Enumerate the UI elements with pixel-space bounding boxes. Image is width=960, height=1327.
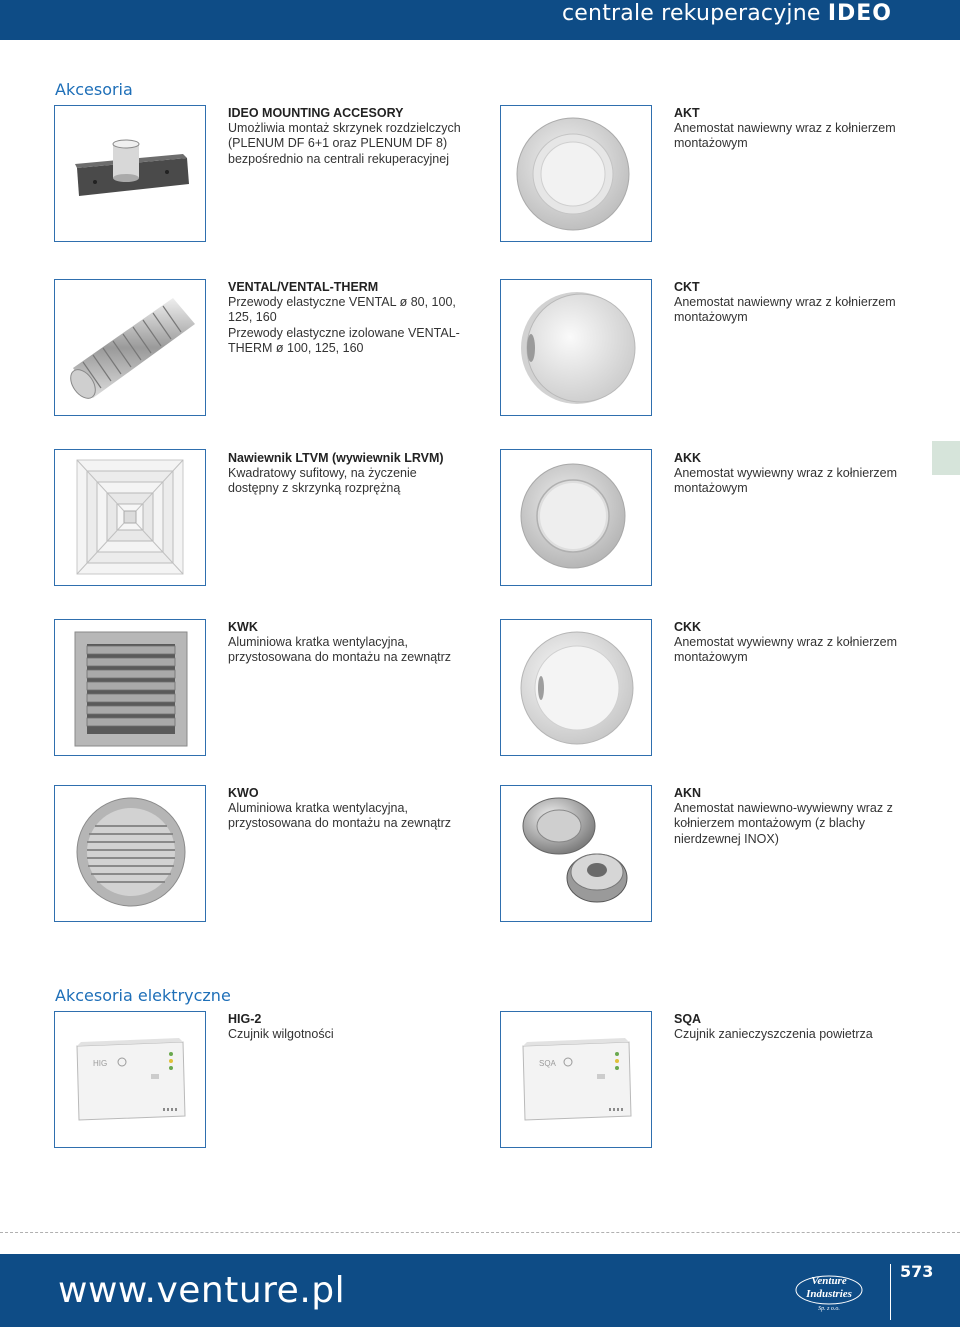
product-image-akt — [500, 105, 652, 242]
product-info-akn — [674, 786, 914, 847]
round-louvre-grille-icon — [55, 786, 205, 921]
product-image-ckk — [500, 619, 652, 756]
product-description: Aluminiowa kratka wentylacyjna, przystosowana do montażu na zewnątrz — [228, 635, 452, 665]
product-info-ltvm — [228, 451, 468, 497]
product-description: Anemostat nawiewny wraz z kołnierzem montażowym — [674, 295, 896, 325]
product-description: Anemostat wywiewny wraz z kołnierzem montażowym — [674, 635, 897, 665]
product-description: Czujnik zanieczyszczenia powietrza — [674, 1027, 873, 1042]
product-description: Czujnik wilgotności — [228, 1027, 334, 1042]
mounting-bracket-icon — [55, 106, 205, 241]
product-info-sqa — [674, 1012, 914, 1042]
product-info-kwk — [228, 620, 468, 666]
product-name: AKK — [674, 451, 702, 465]
product-image-ltvm — [54, 449, 206, 586]
humidity-sensor-icon — [55, 1012, 205, 1147]
product-name: AKT — [674, 106, 700, 120]
section-title-electrical: Akcesoria elektryczne — [55, 986, 231, 1005]
flexible-duct-icon — [55, 280, 205, 415]
venture-industries-logo-icon — [794, 1266, 864, 1314]
section-title-accessories: Akcesoria — [55, 80, 133, 99]
product-image-ventral — [54, 279, 206, 416]
product-name: HIG-2 — [228, 1012, 262, 1026]
stainless-diffuser-icon — [501, 786, 651, 921]
product-description: Anemostat nawiewny wraz z kołnierzem montażowym — [674, 121, 896, 151]
device-label: HIG — [93, 1059, 108, 1068]
product-description: Przewody elastyczne VENTAL ø 80, 100, 125, 160 — [228, 295, 456, 325]
product-description: Przewody elastyczne izolowane VENTAL-THERM ø 100, 125, 160 — [228, 325, 460, 355]
product-name: VENTAL/VENTAL-THERM — [228, 280, 379, 294]
product-image-akk — [500, 449, 652, 586]
product-name: Nawiewnik LTVM (wywiewnik LRVM) — [228, 451, 444, 465]
side-section-tab — [932, 441, 960, 475]
product-info-ventral — [228, 280, 468, 356]
product-name: KWO — [228, 786, 259, 800]
round-diffuser-icon — [501, 106, 651, 241]
website-url[interactable]: www.venture.pl — [58, 1270, 346, 1311]
header-title: centrale rekuperacyjne IDEO — [562, 1, 892, 26]
product-image-hig2 — [54, 1011, 206, 1148]
product-description: Umożliwia montaż skrzynek rozdzielczych (PLENUM DF 6+1 oraz PLENUM DF 8) bezpośrednio na centrali rekuperacyjnej — [228, 121, 461, 166]
product-info-mounting — [228, 106, 468, 167]
product-info-kwo — [228, 786, 468, 832]
product-image-akn — [500, 785, 652, 922]
device-label: SQA — [539, 1059, 556, 1068]
product-name: SQA — [674, 1012, 702, 1026]
square-ceiling-diffuser-icon — [55, 450, 205, 585]
round-exhaust-diffuser-icon — [501, 450, 651, 585]
product-name: CKT — [674, 280, 700, 294]
product-info-hig2 — [228, 1012, 468, 1042]
product-name: IDEO MOUNTING ACCESORY — [228, 106, 404, 120]
footer-separator — [0, 1232, 960, 1233]
product-image-kwo — [54, 785, 206, 922]
air-quality-sensor-icon — [501, 1012, 651, 1147]
square-louvre-grille-icon — [55, 620, 205, 755]
product-description: Kwadratowy sufitowy, na życzenie dostępny z skrzynką rozprężną — [228, 466, 417, 496]
page-number: 573 — [900, 1262, 934, 1281]
product-image-mounting — [54, 105, 206, 242]
svg-text:Venture: Venture — [811, 1275, 847, 1287]
product-image-kwk — [54, 619, 206, 756]
footer-divider — [890, 1264, 891, 1320]
product-info-akt — [674, 106, 914, 152]
product-info-ckt — [674, 280, 914, 326]
svg-text:Sp. z o.o.: Sp. z o.o. — [818, 1306, 840, 1312]
page-footer — [0, 1254, 960, 1327]
product-name: CKK — [674, 620, 702, 634]
product-image-sqa — [500, 1011, 652, 1148]
product-description: Anemostat wywiewny wraz z kołnierzem montażowym — [674, 466, 897, 496]
product-info-ckk — [674, 620, 914, 666]
product-description: Anemostat nawiewno-wywiewny wraz z kołnierzem montażowym (z blachy nierdzewnej INOX) — [674, 801, 893, 846]
plate-diffuser-icon — [501, 280, 651, 415]
product-info-akk — [674, 451, 914, 497]
product-description: Aluminiowa kratka wentylacyjna, przystosowana do montażu na zewnątrz — [228, 801, 452, 831]
plate-exhaust-diffuser-icon — [501, 620, 651, 755]
product-name: KWK — [228, 620, 258, 634]
product-image-ckt — [500, 279, 652, 416]
page-header — [0, 0, 960, 40]
svg-text:Industries: Industries — [806, 1288, 852, 1300]
product-name: AKN — [674, 786, 702, 800]
